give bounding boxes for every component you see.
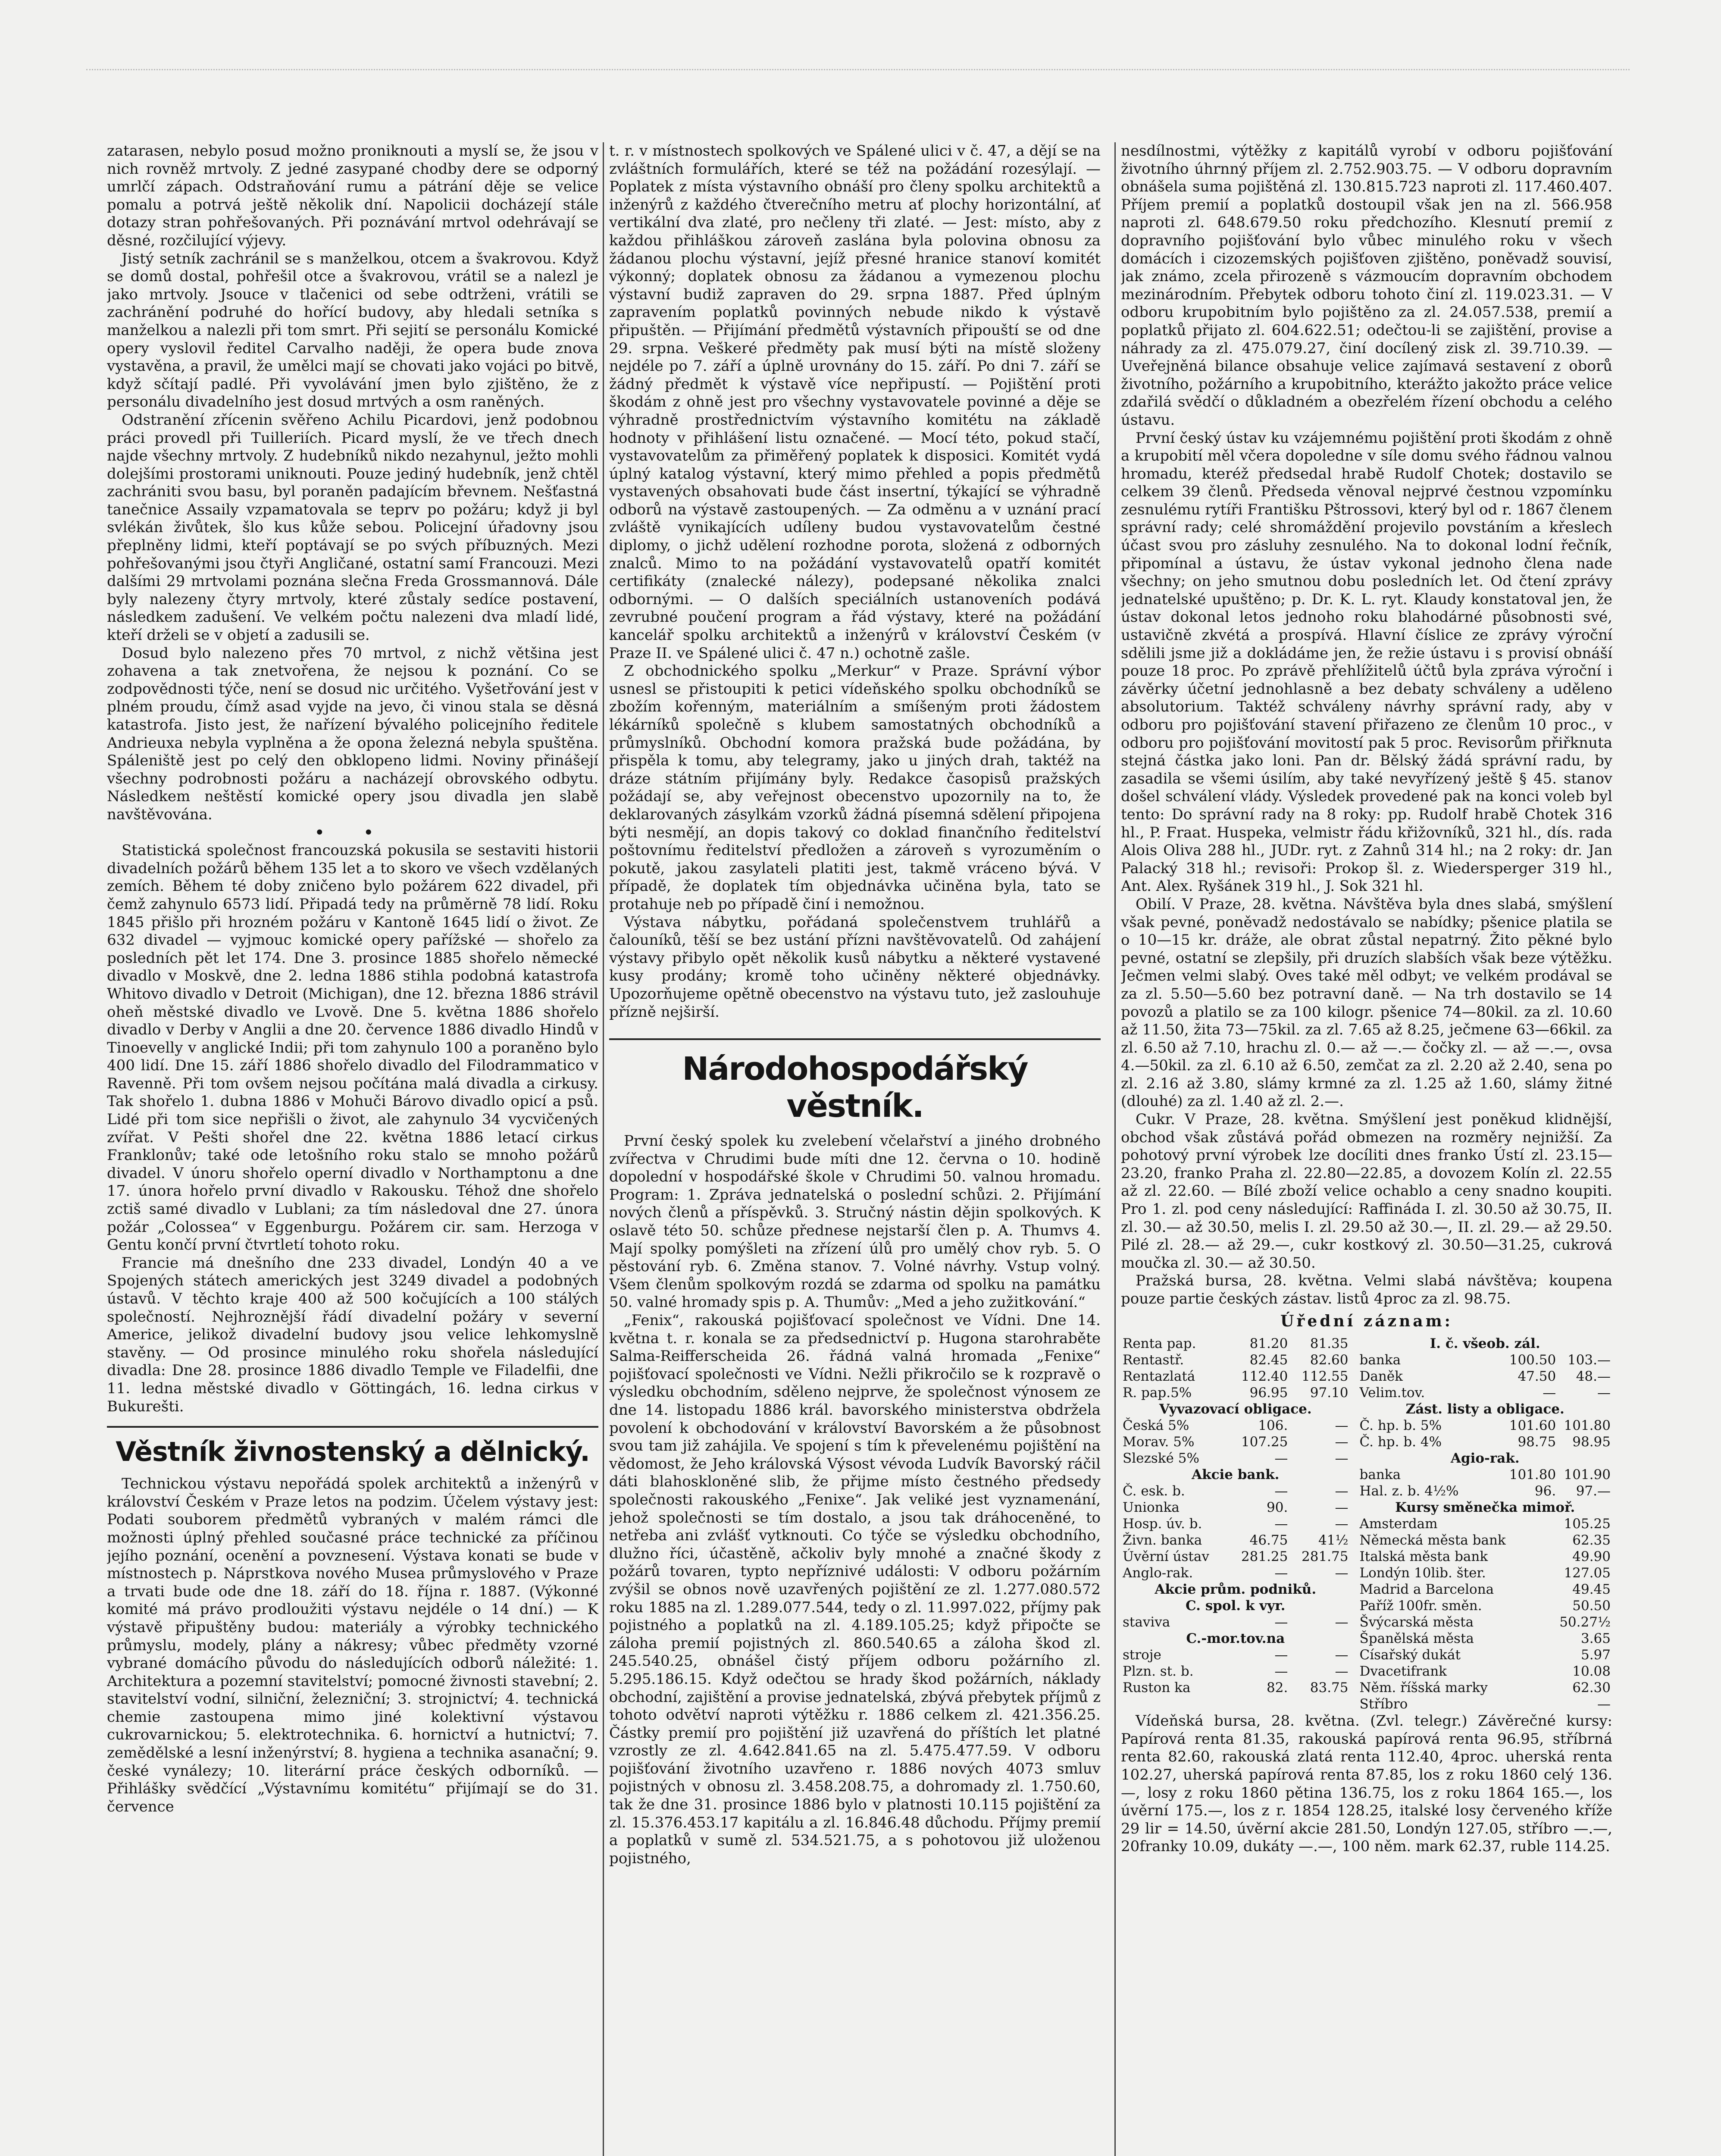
market-row (1121, 1663, 1350, 1680)
section-heading-economy: Národohospodářský věstník. (609, 1038, 1101, 1125)
market-row-value: — (1274, 1451, 1288, 1467)
market-row (1358, 1532, 1613, 1548)
market-row-value (1508, 1598, 1558, 1614)
market-row (1358, 1598, 1613, 1614)
market-row-label: Rentastř. (1123, 1352, 1184, 1368)
market-row (1358, 1663, 1613, 1680)
paragraph-sugar-market: Cukr. V Praze, 28. května. Smýšlení jest poněkud klidnější, obchod však zůstává pořád obmezen na rozměry nejnižší. Za pohotový první výrobek lze docíliti dnes franko Ústí zl. 23.15—23.20, franko Praha zl. 22.80—22.85, a dovozem Kolín zl. 22.55 až zl. 22.60. — Bílé zboží velice ochablo a ceny snadno koupiti. Pro 1. zl. pod ceny následující: Raffináda I. zl. 30.50 až 30.75, II. zl. 30.— až 30.50, melis I. zl. 29.50 až 30.—, II. zl. 29.— až 29.50. Pilé zl. 28.— až 29.—, cukr kostkový zl. 30.50—31.25, cukrová moučka zl. 30.— až 30.50. (1121, 1111, 1612, 1272)
market-row-label: Vyvazovací obligace. (1159, 1401, 1312, 1417)
market-row (1358, 1368, 1613, 1385)
market-row (1358, 1467, 1613, 1483)
market-row (1358, 1417, 1613, 1434)
market-row-label: C.-mor.tov.na (1186, 1631, 1285, 1647)
market-row-value (1508, 1696, 1558, 1712)
market-row-value: 46.75 (1249, 1532, 1288, 1548)
market-row (1121, 1548, 1350, 1565)
paragraph-fenix-continued: nesdílnostmi, výtěžky z kapitálů vyrobí v odboru pojišťování životního úhrnný příjem zl. 2.752.903.75. — V odboru dopravním obnášela suma pojištěná zl. 130.815.723 naproti zl. 117.460.407. Příjem premií a poplatků dostoupil však jen na zl. 566.958 naproti zl. 648.679.50 roku předchozího. Klesnutí premií z dopravního pojišťování bylo vůbec minulého roku v všech domácích i cizozemských pojišťoven zjištěno, poněvadž souvisí, jak známo, zcela přirozeně s vázmoucím dopravním obchodem mezinárodním. Přebytek odboru tohoto činí zl. 119.023.31. — V odboru krupobitním bylo pojištěno za zl. 24.057.538, premií a poplatků přijato zl. 604.622.51; odečtou-li se zajištění, provise a náhrady za zl. 475.079.27, činí docílený zisk zl. 39.710.39. — Uveřejněná bilance obsahuje velice zajímavá sestavení z oborů životního, požárního a krupobitního, kterážto jakožto práce velice zdařilá svědčí o důkladném a obezřelém řízení obchodu a celého ústavu. (1121, 142, 1612, 429)
market-row-value: 101.80 (1509, 1467, 1556, 1483)
paragraph-prague-bourse: Pražská bursa, 28. května. Velmi slabá návštěva; koupena pouze partie českých zástav. listů 4proc za zl. 98.75. (1121, 1272, 1612, 1307)
market-row-value: — (1335, 1434, 1349, 1450)
market-row-value (1508, 1680, 1558, 1696)
market-row-label: Unionka (1123, 1500, 1180, 1516)
market-row-label: Renta pap. (1123, 1336, 1196, 1352)
market-row-value: 100.50 (1509, 1352, 1556, 1368)
market-row-label: Č. hp. b. 5% (1359, 1418, 1442, 1434)
paragraph-grain-market: Obilí. V Praze, 28. května. Návštěva byla dnes slabá, smýšlení však pevné, poněvadž nedostávalo se nabídky; pšenice platila se o 10—15 kr. dráže, ale obrat zůstal nepatrný. Žito pěkné bylo pevné, ostatní se zlepšily, při druzích slabších však beze výtěžku. Ječmen velmi slabý. Oves také měl odbyt; ve velkém prodával se za zl. 5.50—5.60 bez potravní daně. — Na trh dostavilo se 14 povozů a platilo se za 100 kilogr. pšenice 74—80kil. za zl. 10.60 až 11.50, žita 73—75kil. za zl. 7.65 až 8.25, ječmene 63—66kil. za zl. 6.50 až 7.10, hrachu zl. 0.— až —.— čočky zl. — až —.—, ovsa 4.—50kil. za zl. 6.10 až 6.50, zemčat za zl. 2.20 až 2.40, sena po zl. 2.16 až 3.80, slámy krmné za zl. 1.25 až 1.60, slámy žitné (dlouhé) za zl. 1.40 až zl. 2.—. (1121, 895, 1612, 1110)
market-row (1358, 1434, 1613, 1450)
market-row-value: 81.20 (1249, 1336, 1288, 1352)
market-row (1121, 1417, 1350, 1434)
market-row (1121, 1614, 1350, 1630)
market-row (1358, 1630, 1613, 1647)
market-row-value (1508, 1663, 1558, 1680)
market-table-right (1358, 1335, 1613, 1712)
market-row-label: R. pap.5% (1123, 1385, 1192, 1401)
market-row-value: — (1335, 1647, 1349, 1663)
market-row-value: 62.30 (1572, 1680, 1611, 1696)
market-row-value: 112.40 (1241, 1369, 1288, 1385)
market-row-label: Něm. říšská marky (1359, 1680, 1488, 1696)
market-row-value: — (1543, 1385, 1556, 1401)
paragraph-picard: Odstranění zřícenin svěřeno Achilu Picardovi, jenž podobnou práci provedl při Tuilleriích. Picard myslí, že ve třech dnech najde všechny mrtvoly. Z hudebníků nikdo nezahynul, ježto mohli dolejšími prostorami uniknouti. Pouze jediný hudebník, jenž chtěl zachrániti svou basu, byl poraněn padajícím břevnem. Nešťastná tanečnice Assaily vzpamatovala se teprv po požáru; když ji byl svlékán živůtek, šlo kus kůže sebou. Policejní úřadovny jsou přeplněny lidmi, kteří poptávají se po svých příbuzných. Mezi pohřešovanými jsou čtyři Angličané, ostatní samí Francouzi. Mezi dalšími 29 mrtvolami poznána slečna Freda Grossmannová. Dále byly nalezeny čtyry mrtvoly, které zůstaly sedíce postavení, následkem zadušení. Ve velkém počtu nalezeni dva mladí lidé, kteří drželi se v objetí a zadusili se. (107, 411, 598, 644)
market-row-value: — (1274, 1565, 1288, 1581)
market-row-value: 47.50 (1518, 1369, 1556, 1385)
market-row (1358, 1581, 1613, 1598)
market-tables (1121, 1332, 1612, 1712)
market-row-label: C. spol. k vyr. (1186, 1598, 1286, 1614)
market-row-value: 5.97 (1580, 1647, 1611, 1663)
market-row-value: 103.— (1567, 1352, 1611, 1368)
paragraph-exhibition-continued: t. r. v místnostech spolkových ve Spálené ulici v č. 47, a dějí se na zvláštních formulářích, které se též na požádání rozesýlají. — Poplatek z místa výstavního obnáší pro členy spolku architektů a inženýrů z každého čtverečního metru ať plochy horizontální, ať vertikální dva zlaté, pro nečleny tři zlaté. — Jest: místo, aby z každou přihláškou zároveň zaslána byla polovina obnosu za žádanou plochu výstavní, jejíž přesné hranice stanoví komitét výkonný; doplatek obnosu za žádanou a vymezenou plochu výstavní budiž zapraven do 29. srpna 1887. Před úplným zapravením poplatků povinných nebude nikdo k výstavě připuštěn. — Přijímání předmětů výstavních připouští se od dne 29. srpna. Veškeré předměty pak musí býti na místě složeny nejdéle po 7. září a úplně urovnány do 15. září. Po dni 7. září se žádný předmět k výstavě více nepřipustí. — Pojištění proti škodám z ohně jest pro všechny vystavovatele povinné a děje se výhradně prostřednictvím výstavního komitétu na základě hodnoty v přihlášení listu označené. — Mocí této, pokud stačí, vystavovatelům za přiměřený poplatek k disposici. Komitét vydá úplný katalog výstavní, který mimo přehled a popis předmětů vystavených obsahovati bude část insertní, týkající se výhradně odborů na výstavě zastoupených. — Za odměnu a v uznání prací zvláště vynikajících udíleny budou vystavovatelům čestné diplomy, o jichž udělení rozhodne porota, složená z odborných znalců. Mimo to na požádání vystavovatelů opatří komitét certifikáty (znalecké nálezy), podepsané několika znalci odbornými. — O dalších speciálních ustanoveních podává zevrubné poučení program a řád výstavy, které na požádání kancelář spolku architektů a inženýrů v království Českém (v Praze II. ve Spálené ulici č. 47 n.) ochotně zašle. (609, 142, 1101, 662)
market-row-value: 112.55 (1302, 1369, 1349, 1385)
market-row-value: 101.90 (1564, 1467, 1611, 1483)
market-row-value: — (1335, 1451, 1349, 1467)
market-row-value: 49.45 (1572, 1582, 1611, 1598)
market-row-value: 41½ (1318, 1532, 1349, 1548)
market-row-value: 98.75 (1518, 1434, 1556, 1450)
market-row (1121, 1401, 1350, 1417)
market-row-value (1508, 1614, 1558, 1630)
market-row-value: 82.60 (1310, 1352, 1349, 1368)
market-row (1121, 1434, 1350, 1450)
market-row-label: Paříž 100fr. směn. (1359, 1598, 1482, 1614)
market-row-label: Akcie prům. podniků. (1155, 1582, 1317, 1598)
market-row-label: Španělská města (1359, 1631, 1474, 1647)
paragraph-vienna-bourse: Vídeňská bursa, 28. května. (Zvl. telegr.) Závěrečné kursy: Papírová renta 81.35, rakouská papírová renta 96.95, stříbrná renta 82.60, rakouská zlatá renta 112.40, 4proc. uherská renta 102.27, uherská papírová renta 87.85, los z roku 1860 celý 136.—, losy z roku 1860 pětina 136.75, los z roku 1864 165.—, los úvěrní 175.—, los z r. 1854 128.25, italské losy červeného kříže 29 lir = 14.50, úvěrní akcie 281.50, Londýn 127.05, stříbro —.—, 20franky 10.09, dukáty —.—, 100 něm. mark 62.37, ruble 114.25. (1121, 1712, 1612, 1855)
paragraph-theatre-fires-statistics: Statistická společnost francouzská pokusila se sestaviti historii divadelních požárů během 135 let a to skoro ve všech vzdělaných zemích. Během té doby zničeno bylo požárem 622 divadel, při čemž zahynulo 6573 lidí. Připadá tedy na průměrně 78 lidí. Roku 1845 přišlo při hrozném požáru v Kantoně 1645 lidí o život. Ze 632 divadel — vyjmouc komické opery pařížské — shořelo za posledních pět let 174. Dne 3. prosince 1885 shořelo německé divadlo v Moskvě, dne 2. ledna 1886 stihla podobná katastrofa Whitovo divadlo v Detroit (Michigan), dne 12. března 1886 strávil oheň městské divadlo ve Lvově. Dne 5. května 1886 shořelo divadlo v Derby v Anglii a dne 20. července 1886 divadlo Hindů v Tinoevelly v anglické Indii; při tom zahynulo 100 a poraněno bylo 400 lidí. Dne 15. září 1886 shořelo divadlo del Filodrammatico v Ravenně. Při tom ovšem nejsou počítána malá divadla a cirkusy. Tak shořelo 1. dubna 1886 v Mohuči Bárovo divadlo opicí a psů. Lidé při tom sice nepřišli o život, ale zahynulo 34 vycvičených zvířat. V Pešti shořel dne 22. května 1886 letací cirkus Franklonův; také ode letošního roku stalo se mnoho požárů divadel. V únoru shořelo operní divadlo v Northamptonu a dne 17. února hořelo první divadlo v Rakousku. Téhož dne shořelo zctiš samé divadlo v Lublani; za tím následoval dne 27. února požár „Colossea“ v Eggenburgu. Požárem cir. sam. Herzoga v Gentu končí první čtvrtletí tohoto roku. (107, 842, 598, 1254)
market-row (1121, 1467, 1350, 1483)
market-row-value: — (1597, 1385, 1611, 1401)
market-row-label: Madrid a Barcelona (1359, 1582, 1494, 1598)
market-row-value: 96.95 (1249, 1385, 1288, 1401)
market-row-label: Hosp. úv. b. (1123, 1516, 1202, 1532)
market-row-label: Londýn 10lib. šter. (1359, 1565, 1486, 1581)
market-row-label: Č. esk. b. (1123, 1483, 1185, 1499)
market-row-value: — (1335, 1418, 1349, 1434)
market-row-label: Německá města bank (1359, 1532, 1506, 1548)
market-row-value: — (1335, 1516, 1349, 1532)
market-row-label: Dvacetifrank (1359, 1664, 1447, 1680)
column-rule-2 (1114, 142, 1116, 2156)
market-row-value: 50.50 (1572, 1598, 1611, 1614)
market-row (1358, 1548, 1613, 1565)
market-row-label: Zást. listy a obligace. (1405, 1401, 1565, 1417)
market-row-label: Agio-rak. (1450, 1451, 1520, 1467)
paragraph-merkur: Z obchodnického spolku „Merkur“ v Praze. Správní výbor usnesl se přistoupiti k petici vídeňského spolku obchodníků se zbožím kořenným, materiálním a smíšeným proti žádostem lékárníků společně s klubem samostatných obchodníků a průmyslníků. Obchodní komora pražská bude požádána, by přispěla k tomu, aby telegramy, jako u jiných drah, taktéž na dráze státním přijímány byly. Redakce časopisů pražských požádají se, aby veřejnost obecenstvo upozornily na to, že deklarovaných zásylkám vzorků žádná písemná sdělení připojena býti nesmějí, an dopis takový co doklad finančního ředitelství poštovnímu ředitelství předložen a zároveň s vyrozuměním o pokutě, jakou zasylateli platiti jest, takmě vráceno bývá. V případě, že doplatek tím objednávka učiněna byla, tato se protahuje neb po případě činí i nemožnou. (609, 662, 1101, 913)
market-row (1358, 1483, 1613, 1499)
column-left (107, 142, 598, 2156)
paragraph-technical-exhibition: Technickou výstavu nepořádá spolek architektů a inženýrů v království Českém v Praze letos na podzim. Účelem výstavy jest: Podati souborem předmětů vybraných v malém rámci dle možnosti úplný přehled současné práce technické za příčinou jejího poznání, ocenění a povznesení. Výstava konati se bude v místnostech p. Náprstkova nového Musea průmyslového v Praze a trvati bude ode dne 18. září do 18. října r. 1887. (Výkonné komité má právo prodloužiti výstavu nejdéle o 14 dní.) — K výstavě připuštěny budou: materiály a výrobky technického průmyslu, modely, plány a nákresy; vůbec předměty vzorné vybrané domácího původu do následujících odborů náležité: 1. Architektura a pozemní stavitelství; pomocné živnosti stavební; 2. stavitelství vodní, silniční, železniční; 3. strojnictví; 4. technická chemie zastoupena mimo jiné kolektivní výstavou cukrovarnickou; 5. elektrotechnika. 6. hornictví a hutnictví; 7. zemědělské a lesní inženýrství; 8. hygiena a technika asanační; 9. české vynálezy; 10. literární práce českých odborníků. — Přihlášky svědčící „Výstavnímu komitétu“ přijímají se do 31. července (107, 1475, 598, 1815)
market-row-label: banka (1359, 1352, 1401, 1368)
paragraph-first-czech-insurance: První český ústav ku vzájemnému pojištění proti škodám z ohně a krupobití měl včera dopoledne v síle domu svého řádnou valnou hromadu, kteréž předsedal hrabě Rudolf Chotek; dostavilo se celkem 39 členů. Předseda věnoval nejprvé čestnou vzpomínku zesnulému rytíři Františku Pštrossovi, který byl od r. 1867 členem správní rady; celé shromáždění projevilo povstáním a křeslech účast svou pro zásluhy zesnulého. Na to dokonal lodní řečník, připomínal a ústavu, že ústav vykonal jednoho člena nade všechny; on jeho smutnou dobu posledních let. Od čtení zprávy jednatelské upuštěno; p. Dr. K. L. ryt. Klaudy konstatoval jen, že ústav dokonal letos jednoho roku blahodárné působnosti své, ustavičně zkvétá a prospívá. Hlavní číslice ze zprávy výroční sdělili jsme již a dokládáme jen, že režie ústavu i s provisí obnáší pouze 18 proc. Po zprávě přehlížitelů účtů byla zpráva výroční i závěrky účetní jednohlasně a bez debaty schváleny a uděleno absolutorium. Taktéž schváleny návrhy správní rady, aby v odboru pro pojišťování stavení přiřazeno ze členům 10 proc., v odboru pro pojišťování movitostí pak 5 proc. Revisorům přiřknuta stejná částka jako loni. Pan dr. Bělský žádá správní radu, by zasadila se všemi úsilím, aby také nevyřízený ještě § 45. stanov došel schválení vlády. Výsledek provedené pak na konci voleb byl tento: Do správní rady na 8 roky: pp. Rudolf hrabě Chotek 316 hl., P. Fraat. Huspeka, velmistr řádu křižovníků, 321 hl., dís. rada Alois Oliva 288 hl., JUDr. ryt. z Zahnů 314 hl.; na 2 roky: dr. Jan Palacký 318 hl.; revisoři: Prokop šl. z. Wiedersperger 319 hl., Ant. Alex. Ryšánek 319 hl., J. Sok 321 hl. (1121, 429, 1612, 895)
market-row-value: 82.45 (1249, 1352, 1288, 1368)
market-row-value (1508, 1548, 1558, 1565)
market-row-label: Švýcarská města (1359, 1614, 1474, 1630)
market-row-value: — (1335, 1664, 1349, 1680)
market-row-label: Úvěrní ústav (1123, 1549, 1209, 1565)
market-row-label: Akcie bank. (1192, 1467, 1280, 1483)
market-row-label: Hal. z. b. 4½% (1359, 1483, 1459, 1499)
market-row-label: Ruston ka (1123, 1680, 1191, 1696)
market-row-label: stroje (1123, 1647, 1161, 1663)
market-row (1121, 1581, 1350, 1598)
market-row-value: 107.25 (1241, 1434, 1288, 1450)
market-row-value: — (1335, 1614, 1349, 1630)
market-row (1121, 1680, 1350, 1696)
market-row-value (1508, 1565, 1558, 1581)
market-row (1358, 1352, 1613, 1368)
market-row-value (1508, 1647, 1558, 1663)
column-rule-1 (603, 142, 604, 2156)
market-row (1358, 1647, 1613, 1663)
market-row-value: 49.90 (1572, 1549, 1611, 1565)
market-row-value: 83.75 (1310, 1680, 1349, 1696)
market-row (1121, 1630, 1350, 1647)
paragraph-furniture-exhibition: Výstava nábytku, pořádaná společenstvem truhlářů a čalouníků, těší se bez ustání přízni navštěvovatelů. Od zahájení výstavy přibylo opět několik kusů nábytku a některé vystavené kusy prodány; kromě toho učiněny některé objednávky. Upozorňujeme opětně obecenstvo na výstavu tuto, jež zaslouhuje přízně nejširší. (609, 913, 1101, 1021)
market-row (1358, 1335, 1613, 1352)
market-row-value: 82. (1267, 1680, 1288, 1696)
separator-dots: • • (315, 824, 391, 841)
market-row (1121, 1516, 1350, 1532)
market-row-value: 96. (1534, 1483, 1556, 1499)
market-row-value: 62.35 (1572, 1532, 1611, 1548)
market-row (1358, 1401, 1613, 1417)
market-row-label: banka (1359, 1467, 1401, 1483)
market-row-value (1508, 1581, 1558, 1598)
market-row-value: 106. (1258, 1418, 1288, 1434)
market-row-value: — (1597, 1696, 1611, 1712)
market-row-value: — (1335, 1565, 1349, 1581)
market-row-value: 101.80 (1564, 1418, 1611, 1434)
market-row-value: 98.95 (1572, 1434, 1611, 1450)
market-row-value: 48.— (1576, 1369, 1611, 1385)
paragraph-dead-count: Dosud bylo nalezeno přes 70 mrtvol, z nichž většina jest zohavena a tak znetvořena, že nejsou k poznání. Co se zodpovědnosti týče, není se dosud nic určitého. Vyšetřování jest v plném proudu, čímž asad vyjde na jevo, či vinou stala se děsná katastrofa. Jisto jest, že nařízení bývalého policejního ředitele Andrieuxa nebyla vyplněna a že opona železná nebyla spuštěna. Spáleniště jest po celý den obklopeno lidmi. Noviny přinášejí všechny podrobnosti požáru a nacházejí obrovského odbytu. Následkem neštěstí komické opery jsou divadla jen slabě navštěvována. (107, 644, 598, 823)
page-crease (86, 17, 1630, 70)
market-row-value: — (1274, 1516, 1288, 1532)
market-row-value (1508, 1516, 1558, 1532)
market-row-value: 97.10 (1310, 1385, 1349, 1401)
market-row (1358, 1696, 1613, 1712)
market-row-label: Česká 5% (1123, 1418, 1189, 1434)
market-row (1358, 1565, 1613, 1581)
market-row-label: Morav. 5% (1123, 1434, 1195, 1450)
market-row (1121, 1335, 1350, 1352)
article-paris-fire-continued: zatarasen, nebylo posud možno proniknouti a myslí se, že jsou v nich rovněž mrtvoly. Z jedné zasypané chodby dere se odporný umrlčí zápach. Odstraňování rumu a pátrání děje se velice pomalu a potrvá ještě několik dní. Napolicii docházejí stále dotazy stran pohřešovaných. Při poznávání mrtvol odehrávají se děsné, rozčilující výjevy. (107, 142, 598, 249)
market-row (1121, 1598, 1350, 1614)
market-row-label: Živn. banka (1123, 1532, 1202, 1548)
market-row-label: Italská města bank (1359, 1549, 1488, 1565)
market-row-value: — (1274, 1614, 1288, 1630)
paragraph-beekeeping: První český spolek ku zvelebení včelařství a jiného drobného zvířectva v Chrudimi bude míti dne 12. června o 10. hodině dopolední v hospodářské škole v Chrudimi 50. valnou hromadu. Program: 1. Zpráva jednatelská o poslední schůzi. 2. Přijímání nových členů a příspěvků. 3. Stručný nástin dějin spolkových. K oslavě této 50. schůze přednese nejstarší člen p. A. Thumvs 4. Mají spolky pomýšleti na zřízení úlů pro umělý chov ryb. 5. O pěstování ryb. 6. Změna stanov. 7. Volné návrhy. Vstup volný. Všem členům spolkovým rozdá se zdarma od spolku na památku 50. valné hromady spis p. A. Thumův: „Med a jeho zužitkování.“ (609, 1132, 1101, 1311)
market-row (1121, 1368, 1350, 1385)
market-row (1358, 1385, 1613, 1401)
market-row-value: — (1274, 1664, 1288, 1680)
market-row-value: 90. (1267, 1500, 1288, 1516)
market-row-value: 3.65 (1580, 1631, 1611, 1647)
market-row-label: stavivа (1123, 1614, 1170, 1630)
market-row-value: 97.— (1576, 1483, 1611, 1499)
market-row-label: Velim.tov. (1359, 1385, 1425, 1401)
market-row (1358, 1680, 1613, 1696)
market-row-value (1508, 1630, 1558, 1647)
market-row-value (1508, 1532, 1558, 1548)
market-row-value: 50.27½ (1559, 1614, 1611, 1630)
market-row (1121, 1499, 1350, 1516)
market-row-label: Císařský dukát (1359, 1647, 1461, 1663)
market-row-label: Daněk (1359, 1369, 1403, 1385)
market-row (1121, 1385, 1350, 1401)
market-row-value: 281.75 (1302, 1549, 1349, 1565)
column-middle (609, 142, 1101, 2156)
section-heading-trade: Věstník živnostenský a dělnický. (107, 1426, 598, 1467)
market-row (1358, 1614, 1613, 1630)
market-row-label: Anglo-rak. (1123, 1565, 1193, 1581)
market-row-value: 127.05 (1564, 1565, 1611, 1581)
market-row (1121, 1532, 1350, 1548)
market-row-value: 81.35 (1310, 1336, 1349, 1352)
market-row-label: Plzn. st. b. (1123, 1664, 1194, 1680)
market-row-value: 10.08 (1572, 1664, 1611, 1680)
market-row-label: Amsterdam (1359, 1516, 1438, 1532)
column-right (1121, 142, 1612, 2156)
market-row-value: 101.60 (1509, 1418, 1556, 1434)
market-row-label: I. č. všeob. zál. (1430, 1336, 1540, 1352)
market-row-label: Stříbro (1359, 1696, 1408, 1712)
paragraph-setnik: Jistý setník zachránil se s manželkou, otcem a švakrovou. Když se domů dostal, pohřešil otce a švakrovou, vrátil se a nalezl je jako mrtvoly. Jsouce v tlačenici od sebe odtrženi, vrátili se zachránění podruhé do hořící budovy, aby hledali setníka s manželkou a nalezli při tom smrt. Při sejití se personálu Komické opery vyslovil ředitel Carvalho naději, že opera bude znova vystavěna, a pravil, že umělci mají se chovati jako vojáci po bitvě, když sčítají padlé. Při vyvolávání jmen bylo zjištěno, že z personálu divadelního jest dosud mrtvých a osm raněných. (107, 250, 598, 411)
market-row-value: — (1335, 1500, 1349, 1516)
market-row (1121, 1450, 1350, 1467)
market-row-value: 281.25 (1241, 1549, 1288, 1565)
market-row-label: Č. hp. b. 4% (1359, 1434, 1442, 1450)
market-row (1121, 1483, 1350, 1499)
market-row (1358, 1499, 1613, 1516)
market-row-value: 105.25 (1564, 1516, 1611, 1532)
paragraph-france-theatres: Francie má dnešního dne 233 divadel, Londýn 40 a ve Spojených státech amerických jest 3249 divadel a podobných ústavů. V těchto kraje 400 až 500 kočujících a 100 stálých společností. Nejhroznější řádí divadelní požáry v severní Americe, jelikož divadelní budovy jsou velice lehkomyslně stavěny. — Od prosince minulého roku shořela následující divadla: Dne 28. prosince 1886 divadlo Temple ve Filadelfii, dne 11. ledna městské divadlo v Göttingách, 16. ledna cirkus v Bukurešti. (107, 1254, 598, 1415)
market-row (1358, 1450, 1613, 1467)
paragraph-fenix: „Fenix“, rakouská pojišťovací společnost ve Vídni. Dne 14. května t. r. konala se za předsednictví p. Hugona starohraběte Salma-Reifferscheida 26. řádná valná hromada „Fenixe“ pojišťovací společnosti ve Vídni. Nežli přikročilo se k rozpravě o výsledku obchodním, sděleno nejprve, že společnost výnosem ze dne 14. listopadu 1886 král. bavorského ministerstva obdržela povolení k obchodování v království Bavorském a že působnost svou tam již zahájila. Ve spojení s tím k převelenému pojištění na vědomost, že Jeho královská Výsost vévoda Ludvík Bavorský ráčil dáti blahoskloněné slib, že přijme místo čestného předsedy společnosti rakouského „Fenixe“. Jak veliké jest vyznamenání, jehož společnosti se tím dostalo, a jsou tak dráhoceněné, to netřeba ani zvlášť vytknouti. Co týče se výsledku obchodního, dlužno říci, účastěně, ačkoliv byly mnohé a značné škody z požárů tovaren, typto nepříznivé události: V odboru požárním zvýšil se obnos nově uzavřených pojištění ze zl. 1.277.080.572 roku 1885 na zl. 1.289.077.544, tedy o zl. 11.997.022, příjmy pak pojistného a poplatků na zl. 4.189.105.25; když připočte se záloha premií pojistných zl. 860.540.65 a záloha škod zl. 245.540.25, obnášel čistý příjem odboru požárního zl. 5.295.186.15. Když odečtou se hrady škod požárních, náklady obchodní, zajištění a provise jednatelská, zbývá přebytek příjmů z tohoto odvětví naproti výtěžku r. 1886 celkem zl. 421.356.25. Částky premií pro pojištění již uzavřená do příštích let platné vzrostly ze zl. 4.642.841.65 na zl. 5.475.477.59. V odboru pojišťování životního uzavřeno r. 1886 nových 4073 smluv pojistných v obnosu zl. 3.458.208.75, a dohromady zl. 1.750.60, tak že dne 31. prosince 1886 bylo v platnosti 10.115 pojištění za zl. 15.376.453.17 kapitálu a zl. 16.846.48 důchodu. Příjmy premií a poplatků v sumě zl. 534.521.75, a s pohotovou již uloženou pojistného, (609, 1312, 1101, 1867)
market-row (1121, 1647, 1350, 1663)
market-row-value: — (1274, 1647, 1288, 1663)
market-table-left (1121, 1335, 1350, 1696)
market-row-value: — (1274, 1483, 1288, 1499)
market-table-heading: Úřední záznam: (1280, 1312, 1453, 1330)
market-row (1121, 1565, 1350, 1581)
market-row (1121, 1352, 1350, 1368)
market-row-label: Slezské 5% (1123, 1451, 1199, 1467)
market-row-value: — (1335, 1483, 1349, 1499)
market-row (1358, 1516, 1613, 1532)
market-row-label: Kursy směnečka mimoř. (1395, 1500, 1575, 1516)
market-row-label: Rentazlatá (1123, 1369, 1195, 1385)
